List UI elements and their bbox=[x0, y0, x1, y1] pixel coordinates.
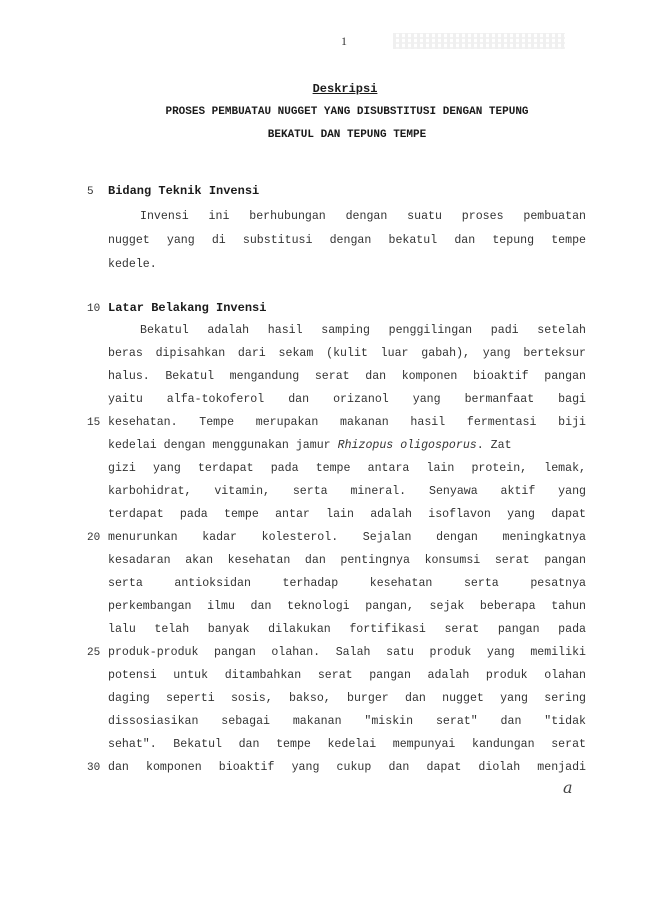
paragraph-line: gizi yang terdapat pada tempe antara lain protein, lemak, bbox=[108, 462, 586, 475]
page-number: 1 bbox=[341, 34, 347, 48]
paragraph-line: menurunkan kadar kolesterol. Sejalan dengan meningkatnya bbox=[108, 531, 586, 544]
paragraph-line: yaitu alfa-tokoferol dan orizanol yang bermanfaat bagi bbox=[108, 393, 586, 406]
paragraph-line: daging seperti sosis, bakso, burger dan nugget yang sering bbox=[108, 692, 586, 705]
paragraph-line: kesadaran akan kesehatan dan pentingnya konsumsi serat pangan bbox=[108, 554, 586, 567]
line-number-10: 10 bbox=[87, 303, 101, 315]
paragraph-line: serta antioksidan terhadap kesehatan serta pesatnya bbox=[108, 577, 586, 590]
faint-stamp-mark bbox=[393, 33, 565, 49]
paragraph-line: Bekatul adalah hasil samping penggilingan padi setelah bbox=[140, 324, 586, 337]
paragraph-line: terdapat pada tempe antar lain adalah isoflavon yang dapat bbox=[108, 508, 586, 521]
section-heading-bidang-teknik: Bidang Teknik Invensi bbox=[108, 184, 260, 198]
paragraph-line: karbohidrat, vitamin, serta mineral. Senyawa aktif yang bbox=[108, 485, 586, 498]
line-number-30: 30 bbox=[87, 762, 101, 774]
paragraph-line: nugget yang di substitusi dengan bekatul dan tepung tempe bbox=[108, 234, 586, 247]
paragraph-text: kedelai dengan menggunakan jamur bbox=[108, 439, 331, 452]
paragraph-line: dissosiasikan sebagai makanan "miskin serat" dan "tidak bbox=[108, 715, 586, 728]
document-title-line-2: BEKATUL DAN TEPUNG TEMPE bbox=[267, 129, 427, 141]
paragraph-line: halus. Bekatul mengandung serat dan komponen bioaktif pangan bbox=[108, 370, 586, 383]
section-heading-latar-belakang: Latar Belakang Invensi bbox=[108, 301, 267, 315]
paragraph-line: lalu telah banyak dilakukan fortifikasi serat pangan pada bbox=[108, 623, 586, 636]
line-number-5: 5 bbox=[87, 186, 94, 198]
paragraph-line: potensi untuk ditambahkan serat pangan adalah produk olahan bbox=[108, 669, 586, 682]
paragraph-text: . Zat bbox=[476, 439, 512, 452]
paragraph-line: perkembangan ilmu dan teknologi pangan, sejak beberapa tahun bbox=[108, 600, 586, 613]
line-number-15: 15 bbox=[87, 417, 101, 429]
paragraph-line: produk-produk pangan olahan. Salah satu produk yang memiliki bbox=[108, 646, 586, 659]
paragraph-line: beras dipisahkan dari sekam (kulit luar gabah), yang berteksur bbox=[108, 347, 586, 360]
line-number-20: 20 bbox=[87, 532, 101, 544]
paragraph-line: Invensi ini berhubungan dengan suatu proses pembuatan bbox=[140, 210, 586, 223]
line-number-25: 25 bbox=[87, 647, 101, 659]
document-title-line-1: PROSES PEMBUATAU NUGGET YANG DISUBSTITUSI DENGAN TEPUNG bbox=[165, 106, 529, 118]
heading-deskripsi: Deskripsi bbox=[312, 82, 378, 96]
handwritten-paraf-mark: a bbox=[563, 778, 573, 797]
paragraph-line: kesehatan. Tempe merupakan makanan hasil fermentasi biji bbox=[108, 416, 586, 429]
paragraph-line: kedele. bbox=[108, 258, 157, 271]
species-name: Rhizopus oligosporus bbox=[337, 439, 477, 452]
paragraph-line-with-species bbox=[108, 439, 586, 452]
paragraph-line: dan komponen bioaktif yang cukup dan dapat diolah menjadi bbox=[108, 761, 586, 774]
paragraph-line: sehat". Bekatul dan tempe kedelai mempunyai kandungan serat bbox=[108, 738, 586, 751]
